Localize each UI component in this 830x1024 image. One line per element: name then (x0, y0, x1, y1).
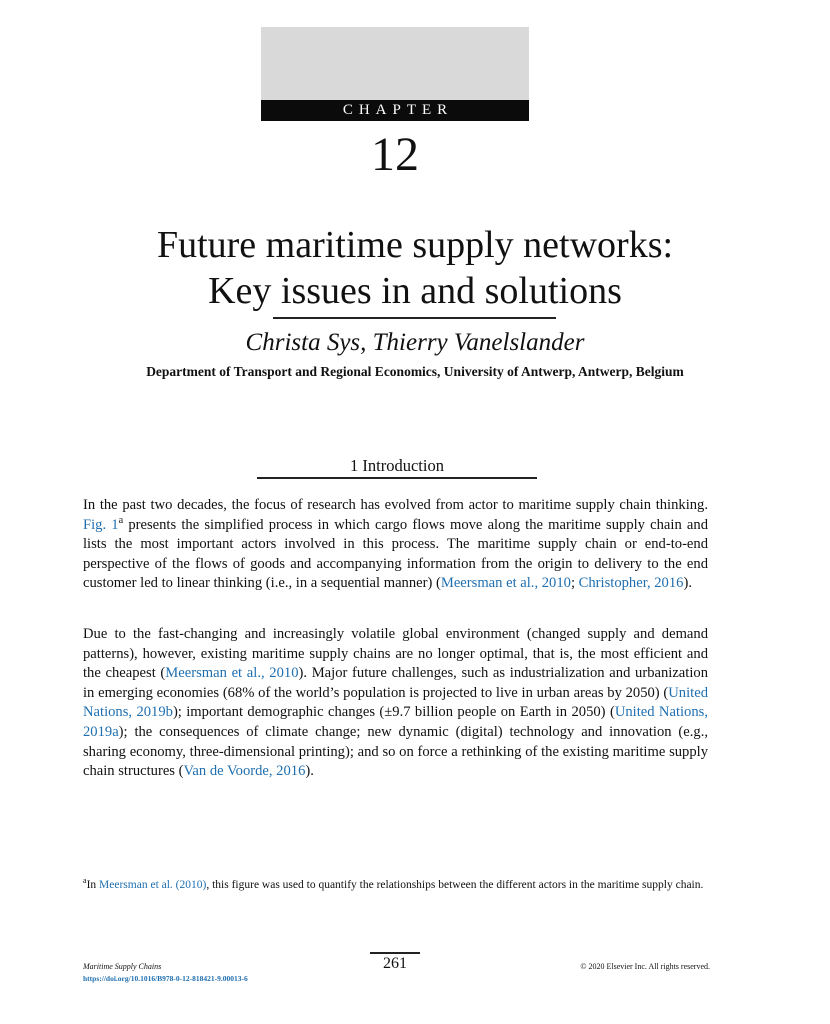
book-title: Maritime Supply Chains (83, 962, 162, 971)
footnote-ref[interactable]: a (118, 514, 124, 526)
citation-link[interactable]: Christopher, 2016 (578, 575, 684, 592)
doi-link[interactable]: https://doi.org/10.1016/B978-0-12-818421-9.00013-6 (83, 974, 248, 983)
paragraph-2: Due to the fast-changing and increasingly volatile global environment (changed supply and demand patterns), however, existing maritime supply chains are no longer optimal, that is, the most efficient and the cheapest (Meersman et al., 2010). Major future challenges, such as industrialization and urbanization in emerging economies (68% of the world’s population is projected to live in urban areas by 2050) (United Nations, 2019b); important demographic changes (±9.7 billion people on Earth in 2050) (United Nations, 2019a); the consequences of climate change; new dynamic (digital) technology and innovation (e.g., sharing economy, three-dimensional printing); and so on force a rethinking of the existing maritime supply chain structures (Van de Voorde, 2016). (83, 626, 708, 780)
citation-link[interactable]: United Nations, 2019a (83, 704, 708, 740)
chapter-number: 12 (371, 128, 419, 181)
citation-link[interactable]: United Nations, 2019b (83, 684, 708, 721)
copyright: © 2020 Elsevier Inc. All rights reserved. (580, 962, 710, 971)
chapter-label: CHAPTER (342, 102, 454, 118)
citation-link[interactable]: Meersman et al. (2010) (99, 879, 207, 891)
chapter-title (60, 222, 770, 314)
footnote-marker: a (83, 876, 87, 886)
citation-link[interactable]: Meersman et al., 2010 (440, 575, 571, 592)
paragraph-1: In the past two decades, the focus of research has evolved from actor to maritime supply chain thinking. Fig. 1$^a$ presents the simplified process in which cargo flows move along the maritime supply chain and lists the most important actors involved in this process. The maritime supply chain or end-to-end perspective of the flows of goods and accompanying information from the origin to delivery to the end customer led to linear thinking (i.e., in a sequential manner) (Meersman et al., 2010; Christopher, 2016). (83, 497, 709, 592)
page-number: 261 (383, 955, 407, 972)
citation-link[interactable]: Van de Voorde, 2016 (183, 763, 306, 780)
section-title: 1 Introduction (350, 456, 444, 475)
figure-link[interactable]: Fig. 1 (83, 516, 119, 533)
footnote: $^a$In Meersman et al. (2010), this figure was used to quantify the relationships between the different actors in the maritime supply chain. (83, 876, 704, 891)
section-divider (257, 477, 537, 479)
chapter-title-line1: Future maritime supply networks: (156, 224, 674, 266)
chapter-title-line2: Key issues in and solutions (208, 270, 622, 312)
chapter-header-box (261, 27, 529, 100)
authors: Christa Sys, Thierry Vanelslander (245, 329, 585, 356)
affiliation: Department of Transport and Regional Economics, University of Antwerp, Antwerp, Belgium (146, 364, 684, 379)
title-divider (273, 317, 556, 319)
citation-link[interactable]: Meersman et al., 2010 (165, 665, 299, 682)
